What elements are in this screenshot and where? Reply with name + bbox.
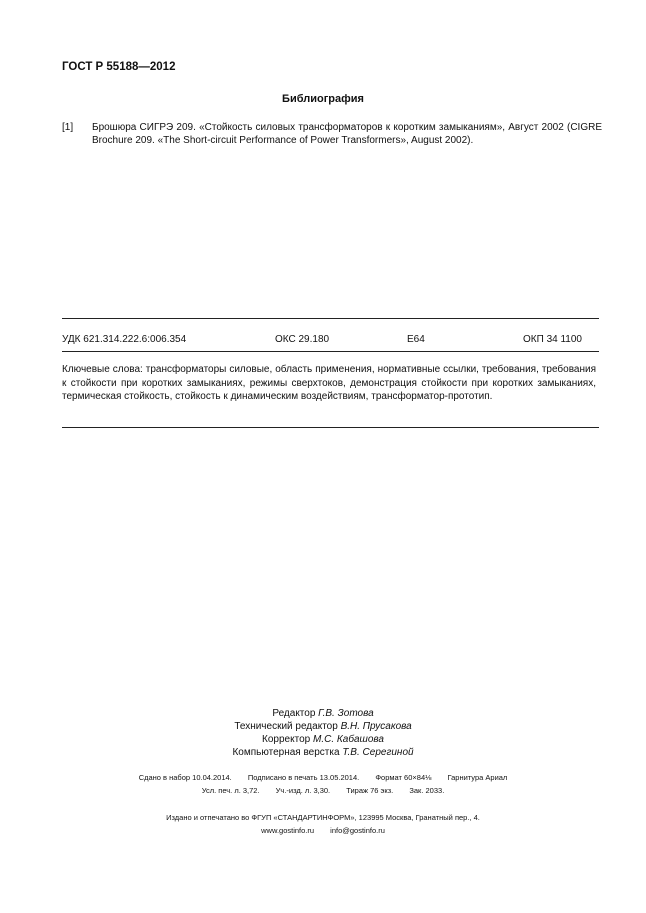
entry-text: Брошюра СИГРЭ 209. «Стойкость силовых трансформаторов к коротким замыканиям», Август 2002 (CIGRE Brochure 209. «The Short-circuit Performance of Power Transformers», August 2002). xyxy=(92,122,602,146)
divider-bottom xyxy=(62,427,599,428)
contacts-line xyxy=(0,824,646,837)
credit-tech-editor: Технический редактор В.Н. Прусакова xyxy=(234,721,412,732)
bibliography-title: Библиография xyxy=(282,93,364,105)
credits-block xyxy=(0,707,646,759)
imprint-line-2: Усл. печ. л. 3,72. Уч.-изд. л. 3,30. Тираж 76 экз. Зак. 2033. xyxy=(201,786,445,795)
credit-layout: Компьютерная верстка Т.В. Серегиной xyxy=(232,747,414,758)
udk-code: УДК 621.314.222.6:006.354 xyxy=(62,334,187,345)
divider-middle xyxy=(62,351,599,352)
classification-row xyxy=(62,334,599,348)
okp-code: ОКП 34 1100 xyxy=(523,334,582,345)
oks-code: ОКС 29.180 xyxy=(275,334,330,345)
keywords-text: Ключевые слова: трансформаторы силовые, область применения, нормативные ссылки, требования, требования к стойкости при коротких замыканиях, режимы сверхтоков, демонстрация стойкости при коротких замыканиях, термическая стойкость, стойкость к динамическим воздействиям, трансформатор-прототип. xyxy=(62,364,596,402)
publisher-line: Издано и отпечатано во ФГУП «СТАНДАРТИНФОРМ», 123995 Москва, Гранатный пер., 4. xyxy=(166,813,480,822)
e-code: Е64 xyxy=(407,334,425,345)
document-code: ГОСТ Р 55188—2012 xyxy=(62,61,176,73)
imprint-line-1: Сдано в набор 10.04.2014. Подписано в печать 13.05.2014. Формат 60×84⅛ Гарнитура Ариал xyxy=(138,773,508,782)
credit-corrector: Корректор М.С. Кабашова xyxy=(262,734,384,745)
email-link[interactable]: info@gostinfo.ru xyxy=(330,826,385,835)
website-link[interactable]: www.gostinfo.ru xyxy=(261,826,315,835)
divider-top xyxy=(62,318,599,319)
entry-number: [1] xyxy=(62,122,74,133)
credit-editor: Редактор Г.В. Зотова xyxy=(272,708,374,719)
bibliography-entry xyxy=(62,121,602,147)
